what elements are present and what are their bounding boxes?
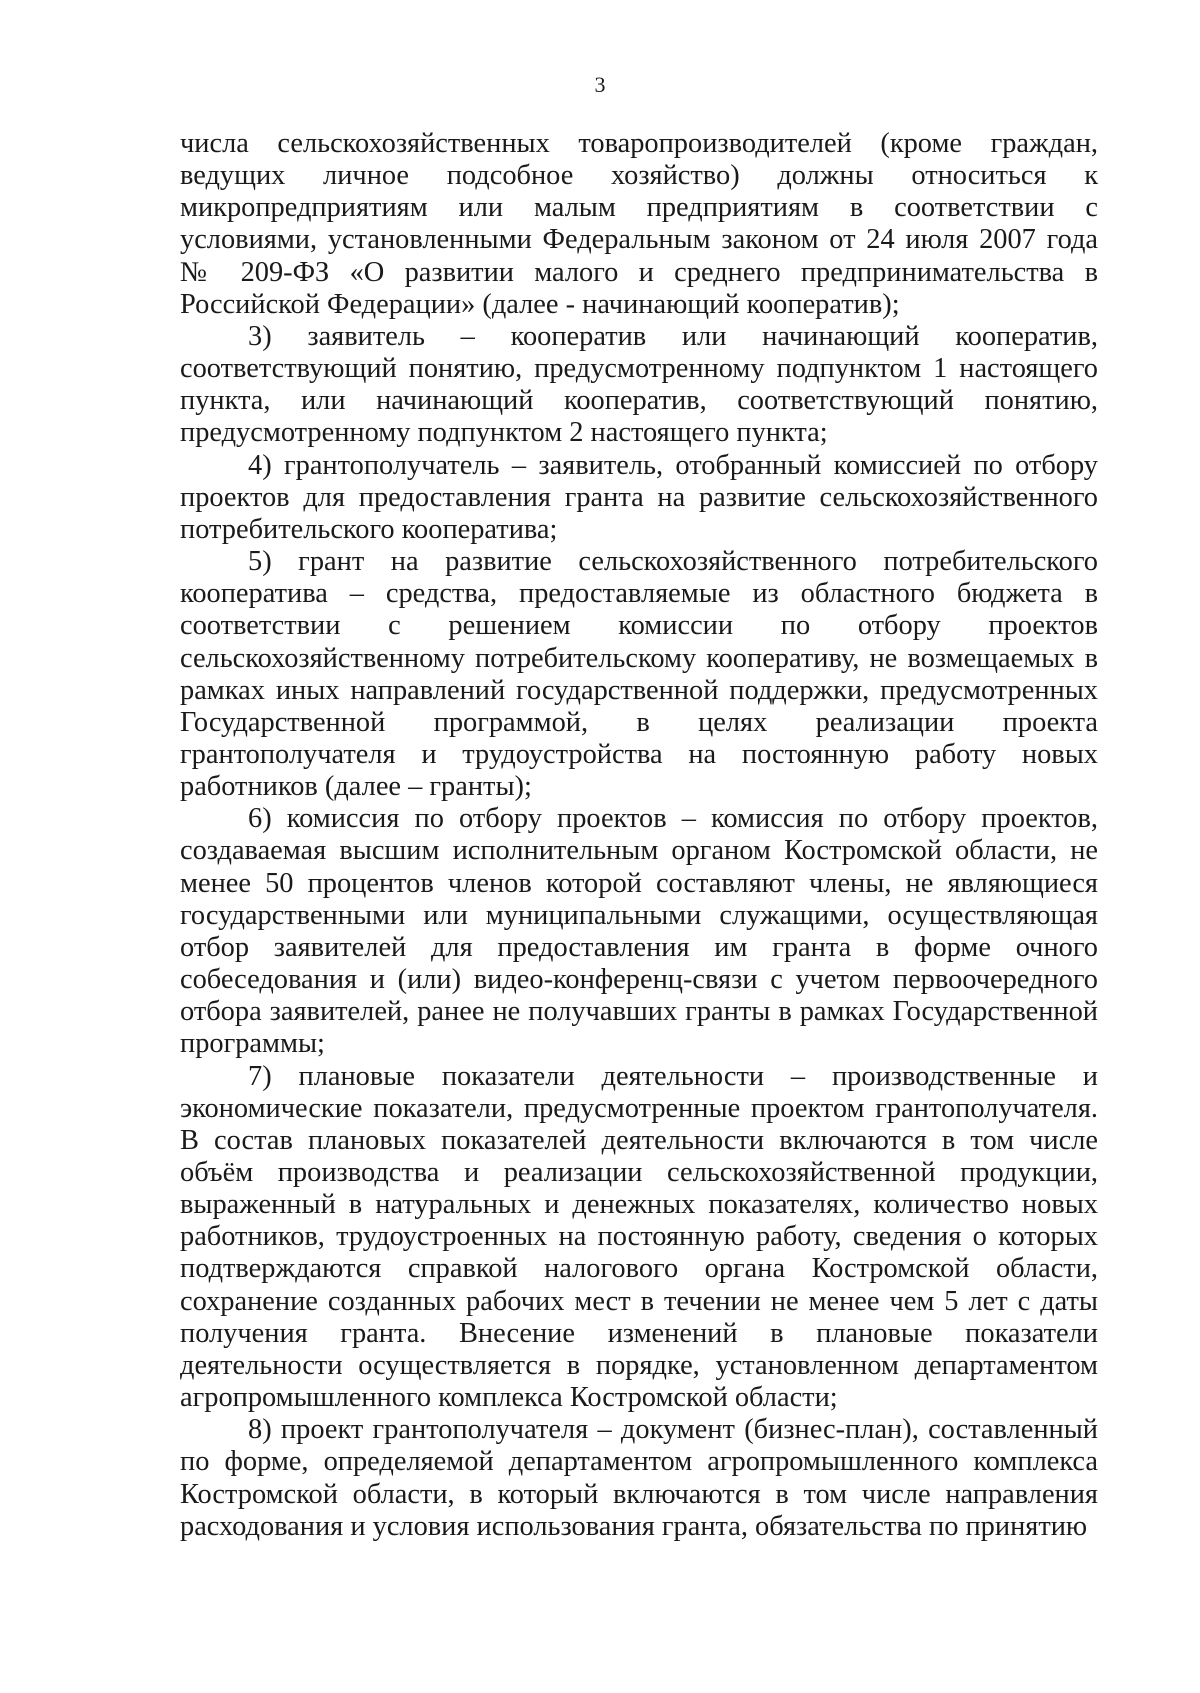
document-body [180, 128, 1098, 1543]
paragraph-item-6: 6) комиссия по отбору проектов – комиссия по отбору проектов, создаваемая высшим исполнительным органом Костромской области, не менее 50 процентов членов которой составляют члены, не являющиеся государственными или муниципальными служащими, осуществляющая отбор заявителей для предоставления им гранта в форме очного собеседования и (или) видео-конференц-связи с учетом первоочередного отбора заявителей, ранее не получавших гранты в рамках Государственной программы; [180, 803, 1098, 1060]
paragraph-item-8: 8) проект грантополучателя – документ (бизнес-план), составленный по форме, определяемой департаментом агропромышленного комплекса Костромской области, в который включаются в том числе направления расходования и условия использования гранта, обязательства по принятию [180, 1414, 1098, 1542]
paragraph-item-7: 7) плановые показатели деятельности – производственные и экономические показатели, предусмотренные проектом грантополучателя. В состав плановых показателей деятельности включаются в том числе объём производства и реализации сельскохозяйственной продукции, выраженный в натуральных и денежных показателях, количество новых работников, трудоустроенных на постоянную работу, сведения о которых подтверждаются справкой налогового органа Костромской области, сохранение созданных рабочих мест в течении не менее чем 5 лет с даты получения гранта. Внесение изменений в плановые показатели деятельности осуществляется в порядке, установленном департаментом агропромышленного комплекса Костромской области; [180, 1060, 1098, 1414]
paragraph-item-5: 5) грант на развитие сельскохозяйственного потребительского кооператива – средства, предоставляемые из областного бюджета в соответствии с решением комиссии по отбору проектов сельскохозяйственному потребительскому кооперативу, не возмещаемых в рамках иных направлений государственной поддержки, предусмотренных Государственной программой, в целях реализации проекта грантополучателя и трудоустройства на постоянную работу новых работников (далее – гранты); [180, 546, 1098, 803]
page-number: 3 [594, 72, 606, 97]
paragraph-item-3: 3) заявитель – кооператив или начинающий кооператив, соответствующий понятию, предусмотренному подпунктом 1 настоящего пункта, или начинающий кооператив, соответствующий понятию, предусмотренному подпунктом 2 настоящего пункта; [180, 320, 1098, 449]
paragraph-continuation: числа сельскохозяйственных товаропроизводителей (кроме граждан, ведущих личное подсобное хозяйство) должны относиться к микропредприятиям или малым предприятиям в соответствии с условиями, установленными Федеральным законом от 24 июля 2007 года № 209-ФЗ «О развитии малого и среднего предпринимательства в Российской Федерации» (далее - начинающий кооператив); [180, 128, 1098, 320]
paragraph-item-4: 4) грантополучатель – заявитель, отобранный комиссией по отбору проектов для предоставления гранта на развитие сельскохозяйственного потребительского кооператива; [180, 449, 1098, 545]
